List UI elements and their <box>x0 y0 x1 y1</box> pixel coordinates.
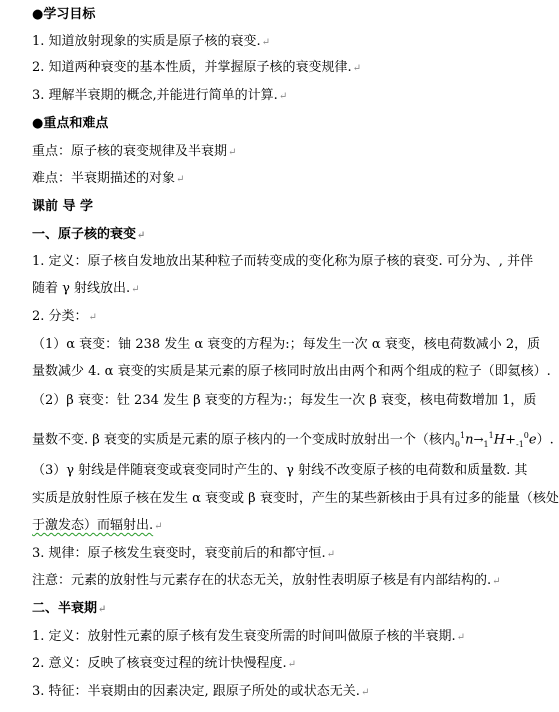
key-point: 重点：原子核的衰变规律及半衰期↵ <box>32 144 237 159</box>
half-life-definition: 1. 定义：放射性元素的原子核有发生衰变所需的时间叫做原子核的半衰期.↵ <box>32 629 466 644</box>
decay-definition-line2: 随着 γ 射线放出.↵ <box>32 281 140 296</box>
section-learning-goals: ●学习目标 <box>32 7 96 22</box>
heading-nuclear-decay: 一、原子核的衰变↵ <box>32 227 146 242</box>
alpha-decay-line2: 量数减少 4. α 衰变的实质是某元素的原子核同时放出由两个和两个组成的粒子（即氦核）. <box>32 364 551 379</box>
half-life-meaning: 2. 意义：反映了核衰变过程的统计快慢程度.↵ <box>32 656 297 671</box>
heading-preview: 课前 导 学 <box>32 199 94 214</box>
decay-law: 3. 规律：原子核发生衰变时，衰变前后的和都守恒.↵ <box>32 546 336 561</box>
gamma-ray-line2: 实质是放射性原子核在发生 α 衰变或 β 衰变时，产生的某些新核由于具有过多的能量（核处 <box>32 491 559 506</box>
difficult-point: 难点：半衰期描述的对象↵ <box>32 171 185 186</box>
section-key-points: ●重点和难点 <box>32 116 109 131</box>
beta-decay-line2: 量数不变. β 衰变的实质是元素的原子核内的一个变成时放射出一个（核内$_0^1n\to_1^1H+_{-1}^0e$）. <box>32 431 554 449</box>
note: 注意：元素的放射性与元素存在的状态无关，放射性表明原子核是有内部结构的.↵ <box>32 573 501 588</box>
decay-definition-line1: 1. 定义：原子核自发地放出某种粒子而转变成的变化称为原子核的衰变. 可分为、, 并伴 <box>32 254 534 269</box>
goal-item-2: 2. 知道两种衰变的基本性质，并掌握原子核的衰变规律.↵ <box>32 60 362 75</box>
half-life-feature: 3. 特征：半衰期由的因素决定, 跟原子所处的或状态无关.↵ <box>32 684 370 699</box>
beta-decay-line1: （2）β 衰变：钍 234 发生 β 衰变的方程为:；每发生一次 β 衰变，核电荷数增加 1，质 <box>32 393 537 408</box>
gamma-ray-line1: （3）γ 射线是伴随衰变或衰变同时产生的、γ 射线不改变原子核的电荷数和质量数. 其 <box>32 463 528 478</box>
goal-item-3: 3. 理解半衰期的概念,并能进行简单的计算.↵ <box>32 88 288 103</box>
alpha-decay-line1: （1）α 衰变：铀 238 发生 α 衰变的方程为:；每发生一次 α 衰变，核电荷数减小 2，质 <box>32 337 541 352</box>
goal-item-1: 1. 知道放射现象的实质是原子核的衰变.↵ <box>32 34 271 49</box>
gamma-ray-line3: 于激发态）而辐射出.↵ <box>32 518 163 533</box>
heading-half-life: 二、半衰期↵ <box>32 601 107 616</box>
classification-heading: 2. 分类：↵ <box>32 309 97 324</box>
